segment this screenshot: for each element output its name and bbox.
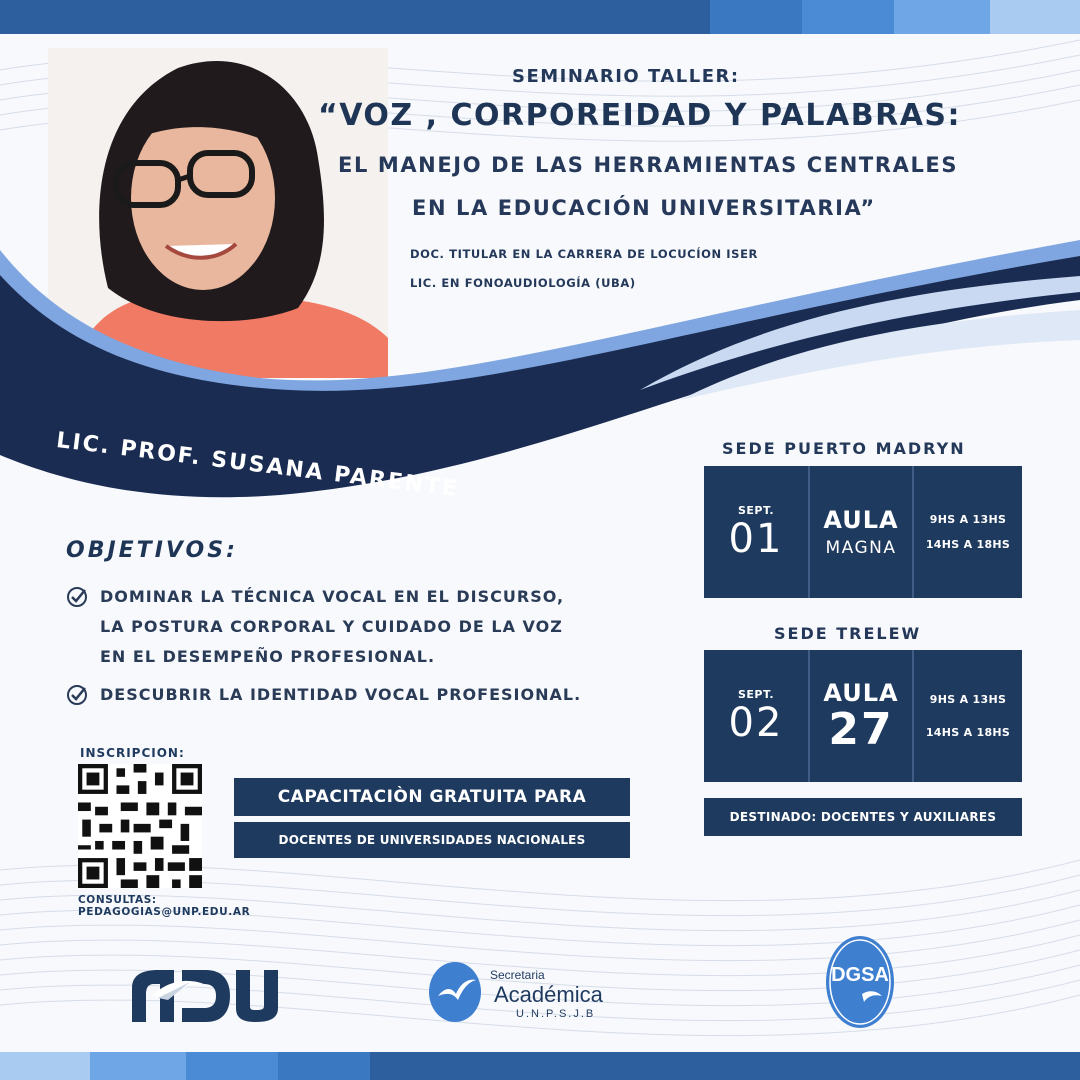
room-block	[810, 650, 912, 782]
room-label: AULA	[823, 506, 899, 534]
day-number: 02	[728, 699, 784, 746]
room-label: AULA	[823, 679, 899, 707]
contact-label: CONSULTAS:	[78, 894, 157, 906]
month-label: SEPT.	[737, 503, 774, 517]
time-slot: 14HS A 18HS	[925, 538, 1011, 551]
contact-email[interactable]: PEDAGOGIAS@UNP.EDU.AR	[78, 906, 251, 918]
check-circle-icon	[66, 586, 88, 608]
adu-logo-mark	[124, 966, 284, 1024]
time-slot: 14HS A 18HS	[925, 726, 1011, 739]
speaker-name: LIC. PROF. SUSANA PARENTE	[54, 428, 461, 503]
check-circle-icon	[66, 684, 88, 706]
objective-text-line: DESCUBRIR LA IDENTIDAD VOCAL PROFESIONAL.	[100, 685, 582, 704]
sede-schedule-card	[704, 466, 1022, 598]
credential-line: LIC. EN FONOAUDIOLOGÍA (UBA)	[410, 276, 636, 290]
bottom-color-bar	[0, 1052, 1080, 1080]
times-block	[914, 466, 1022, 598]
dgsa-logo-text: DGSA	[831, 964, 889, 986]
seminar-title-line-2: EL MANEJO DE LAS HERRAMIENTAS CENTRALES	[338, 153, 959, 177]
objectives-list	[66, 582, 646, 710]
dgsa-logo	[826, 932, 904, 1032]
date-block	[704, 466, 808, 598]
audience-universities-banner: DOCENTES DE UNIVERSIDADES NACIONALES	[234, 822, 630, 858]
credential-line: DOC. TITULAR EN LA CARRERA DE LOCUCÍON ISER	[410, 247, 758, 261]
inscription-label: INSCRIPCION:	[80, 746, 185, 760]
secretaria-line: U.N.P.S.J.B	[516, 1008, 596, 1020]
objective-text	[100, 582, 564, 672]
objective-text-line: EN EL DESEMPEÑO PROFESIONAL.	[100, 647, 436, 666]
sede-label: SEDE PUERTO MADRYN	[722, 439, 966, 458]
free-training-banner: CAPACITACIÒN GRATUITA PARA	[234, 778, 630, 816]
date-block	[704, 650, 808, 782]
objectives-title: OBJETIVOS:	[66, 538, 238, 563]
audience-banner: DESTINADO: DOCENTES Y AUXILIARES	[704, 798, 1022, 836]
seminar-title-line-3: EN LA EDUCACIÓN UNIVERSITARIA”	[412, 196, 876, 220]
day-number: 01	[728, 515, 784, 562]
time-slot: 9HS A 13HS	[929, 693, 1007, 706]
objective-text-line: DOMINAR LA TÉCNICA VOCAL EN EL DISCURSO,	[100, 587, 565, 606]
secretaria-line: Secretaria	[490, 968, 545, 982]
room-name: MAGNA	[825, 538, 897, 558]
objective-text-line: LA POSTURA CORPORAL Y CUIDADO DE LA VOZ	[100, 617, 563, 636]
seagull-seal-icon	[428, 960, 484, 1024]
room-name: 27	[828, 704, 894, 755]
seminar-kicker: SEMINARIO TALLER:	[512, 66, 740, 87]
objective-item	[66, 680, 646, 710]
month-label: SEPT.	[737, 687, 774, 701]
time-slot: 9HS A 13HS	[929, 513, 1007, 526]
sede-label: SEDE TRELEW	[774, 624, 922, 643]
objective-item	[66, 582, 646, 672]
adu-logo	[124, 966, 284, 1024]
secretaria-academica-logo	[428, 960, 638, 1026]
room-block	[810, 466, 912, 598]
qr-code[interactable]	[78, 764, 202, 888]
contact-block	[78, 894, 250, 918]
secretaria-line: Académica	[494, 982, 603, 1007]
objective-text	[100, 680, 581, 710]
sede-schedule-card	[704, 650, 1022, 782]
times-block	[914, 650, 1022, 782]
seminar-title-line-1: “VOZ , CORPOREIDAD Y PALABRAS:	[318, 98, 962, 133]
